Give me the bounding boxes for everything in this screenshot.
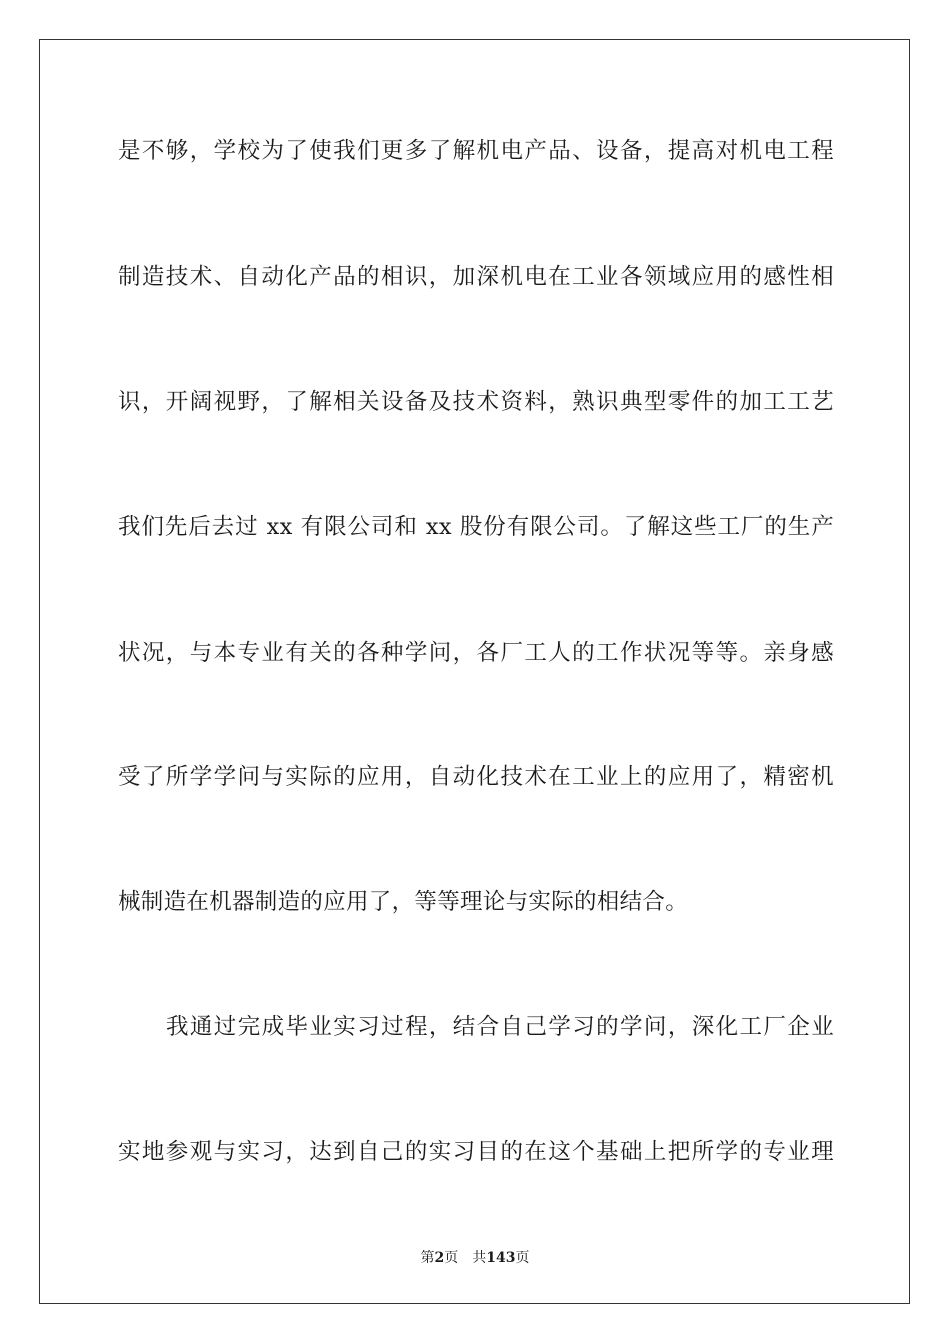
text-line: 状况，与本专业有关的各种学问，各厂工人的工作状况等等。亲身感 (118, 640, 834, 666)
text-line: 制造技术、自动化产品的相识，加深机电在工业各领域应用的感性相 (118, 264, 834, 290)
text-line: 我通过完成毕业实习过程，结合自己学习的学问，深化工厂企业 (166, 1014, 834, 1040)
page-footer (0, 1249, 950, 1267)
text-line: 识，开阔视野，了解相关设备及技术资料，熟识典型零件的加工工艺 (118, 389, 834, 415)
page-number: 2 (434, 1250, 445, 1266)
text-line: 我们先后去过 xx 有限公司和 xx 股份有限公司。了解这些工厂的生产 (118, 514, 834, 540)
page-suffix: 页 (444, 1250, 459, 1266)
text-line: 是不够，学校为了使我们更多了解机电产品、设备，提高对机电工程 (118, 138, 834, 164)
page-border (39, 39, 910, 1304)
text-line: 实地参观与实习，达到自己的实习目的在这个基础上把所学的专业理 (118, 1139, 834, 1165)
total-pages: 143 (486, 1250, 516, 1266)
text-line: 受了所学学问与实际的应用，自动化技术在工业上的应用了，精密机 (118, 764, 834, 790)
total-suffix: 页 (515, 1250, 530, 1266)
total-prefix: 共 (472, 1250, 487, 1266)
page-prefix: 第 (420, 1250, 435, 1266)
text-line: 械制造在机器制造的应用了，等等理论与实际的相结合。 (118, 889, 689, 915)
